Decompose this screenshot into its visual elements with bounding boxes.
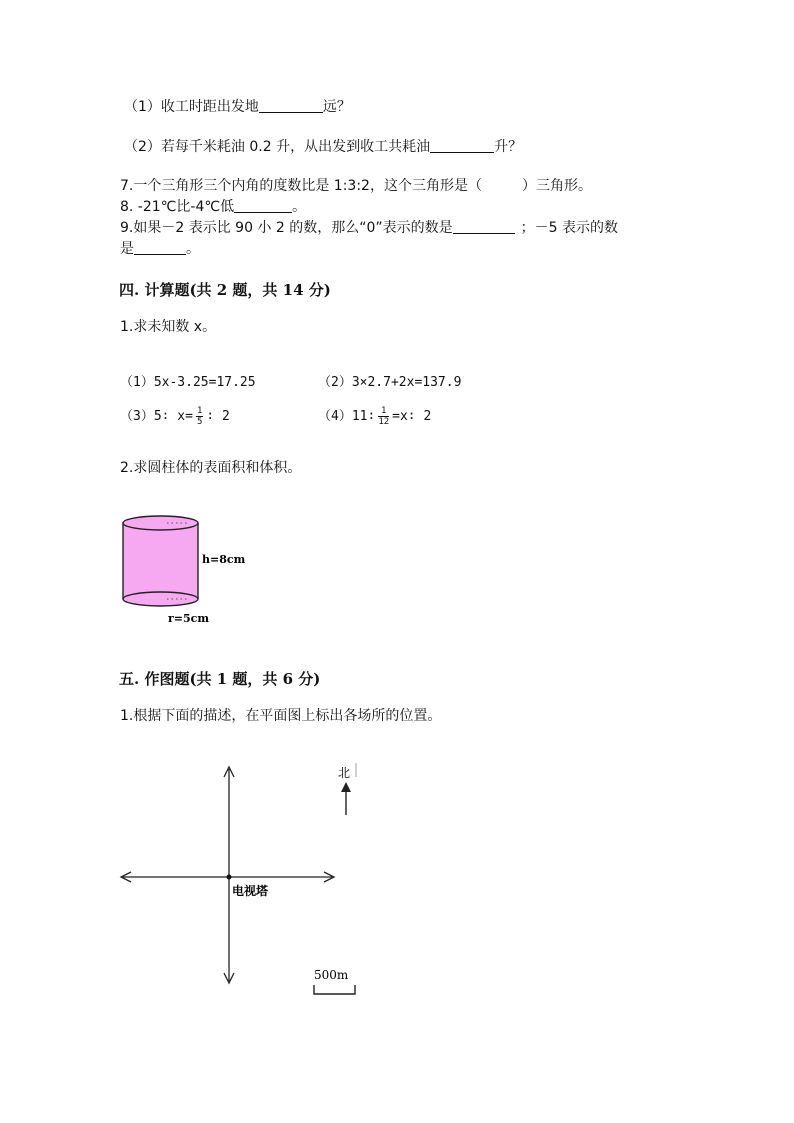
section5-heading: 五. 作图题(共 1 题，共 6 分) <box>119 670 321 688</box>
q9-text: 9.如果－2 表示比 90 小 2 的数，那么“0”表示的数是 <box>120 220 453 236</box>
q8-blank[interactable] <box>234 198 292 213</box>
fraction-numerator: 1 <box>196 406 203 416</box>
q6-sub2-suffix: 升？ <box>494 139 523 155</box>
scale-bar <box>314 985 355 994</box>
scale-label: 500m <box>314 968 349 982</box>
equation-4-text: （4）11∶ <box>318 409 376 424</box>
height-label: h=8cm <box>202 553 246 566</box>
section4-heading: 四. 计算题(共 2 题，共 14 分) <box>119 281 331 299</box>
section4-q1-title: 1.求未知数 x。 <box>120 319 217 335</box>
fraction-denominator: 12 <box>378 417 390 427</box>
equation-4-suffix: =x∶ 2 <box>392 409 432 424</box>
equation-3-suffix: ∶ 2 <box>206 409 230 424</box>
q6-sub1 <box>124 98 351 116</box>
q6-sub2 <box>124 138 522 156</box>
north-arrowhead <box>341 782 351 792</box>
q9-line2-prefix: 是 <box>120 241 134 257</box>
section4-q2-title: 2.求圆柱体的表面积和体积。 <box>120 460 302 476</box>
cylinder-top <box>123 516 198 530</box>
equation-2: （2）3×2.7+2x=137.9 <box>318 375 462 390</box>
cylinder-bottom <box>123 592 198 606</box>
q7-suffix: ）三角形。 <box>521 178 592 194</box>
tv-tower-label: 电视塔 <box>232 884 269 898</box>
q8 <box>120 198 306 216</box>
q9-line1 <box>120 219 618 237</box>
equation-4 <box>318 405 431 429</box>
q8-text: 8. -21℃比-4℃低 <box>120 199 235 215</box>
q9-line2 <box>120 240 200 258</box>
equation-4-fraction <box>378 406 389 427</box>
equation-3 <box>120 405 230 429</box>
q8-suffix: 。 <box>292 199 307 215</box>
q7-text: 7.一个三角形三个内角的度数比是 1:3:2，这个三角形是（ <box>120 178 482 194</box>
q6-sub2-blank[interactable] <box>430 138 494 153</box>
q6-sub2-text: （2）若每千米耗油 0.2 升，从出发到收工共耗油 <box>124 139 431 155</box>
section5-q1-title: 1.根据下面的描述，在平面图上标出各场所的位置。 <box>120 708 442 724</box>
q9-blank-2[interactable] <box>134 240 186 255</box>
q6-sub1-suffix: 远？ <box>322 99 351 115</box>
equation-3-text: （3）5∶ x= <box>120 409 193 424</box>
cylinder-body <box>123 523 198 599</box>
equation-3-fraction <box>196 406 203 427</box>
q9-line2-suffix: 。 <box>186 241 200 257</box>
q9-mid: ；－5 表示的数 <box>520 220 619 236</box>
q7 <box>120 177 592 195</box>
fraction-denominator: 5 <box>196 417 203 427</box>
tv-tower-point[interactable] <box>227 875 232 880</box>
north-label: 北 <box>338 766 351 780</box>
radius-label: r=5cm <box>168 612 210 625</box>
map-diagram <box>110 755 380 1005</box>
q6-sub1-blank[interactable] <box>259 98 323 113</box>
equation-1: （1）5x-3.25=17.25 <box>120 375 256 390</box>
cylinder-figure <box>110 505 270 635</box>
fraction-numerator: 1 <box>378 406 389 417</box>
q6-sub1-text: （1）收工时距出发地 <box>124 99 259 115</box>
q9-blank-1[interactable] <box>453 219 515 234</box>
